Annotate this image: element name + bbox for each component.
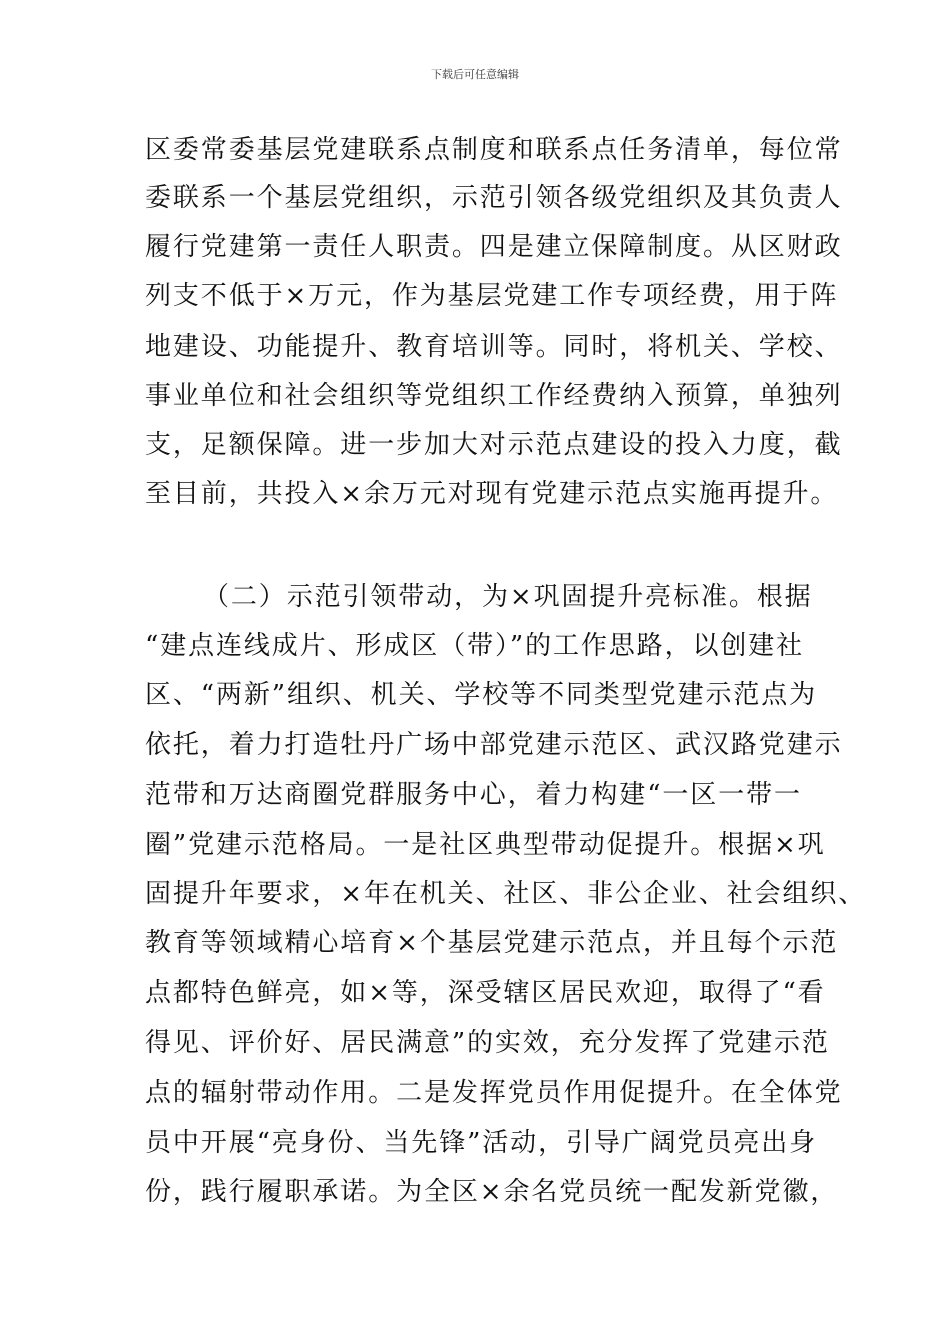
text-line: 区委常委基层党建联系点制度和联系点任务清单，每位常 [145,135,843,165]
text-line: 圈”党建示范格局。一是社区典型带动促提升。根据×巩 [145,830,826,860]
text-line: 教育等领域精心培育×个基层党建示范点，并且每个示范 [145,928,839,958]
text-line: 份，践行履职承诺。为全区×余名党员统一配发新党徽， [145,1177,839,1207]
page-header: 下载后可任意编辑 [431,68,519,81]
text-line: 履行党建第一责任人职责。四是建立保障制度。从区财政 [145,232,843,262]
text-line: 至目前，共投入×余万元对现有党建示范点实施再提升。 [145,479,839,509]
text-line: 列支不低于×万元，作为基层党建工作专项经费，用于阵 [145,281,839,311]
text-line: 地建设、功能提升、教育培训等。同时，将机关、学校、 [145,332,843,362]
text-line: 委联系一个基层党组织，示范引领各级党组织及其负责人 [145,183,843,213]
text-line: 区、“两新”组织、机关、学校等不同类型党建示范点为 [145,680,818,710]
text-line: 支，足额保障。进一步加大对示范点建设的投入力度，截 [145,430,843,460]
paragraph-heading-line: （二）示范引领带动，为×巩固提升亮标准。根据 [203,582,813,612]
text-line: 范带和万达商圈党群服务中心，着力构建“一区一带一 [145,780,802,810]
text-line: 固提升年要求，×年在机关、社区、非公企业、社会组织、 [145,879,867,909]
text-line: 点都特色鲜亮，如×等，深受辖区居民欢迎，取得了“看 [145,978,826,1008]
text-line: “建点连线成片、形成区（带）”的工作思路，以创建社 [145,631,805,661]
text-line: 依托，着力打造牡丹广场中部党建示范区、武汉路党建示 [145,730,843,760]
text-line: 得见、评价好、居民满意”的实效，充分发挥了党建示范 [145,1028,830,1058]
text-line: 点的辐射带动作用。二是发挥党员作用促提升。在全体党 [145,1078,843,1108]
text-line: 员中开展“亮身份、当先锋”活动，引导广阔党员亮出身 [145,1128,818,1158]
text-line: 事业单位和社会组织等党组织工作经费纳入预算，单独列 [145,381,843,411]
